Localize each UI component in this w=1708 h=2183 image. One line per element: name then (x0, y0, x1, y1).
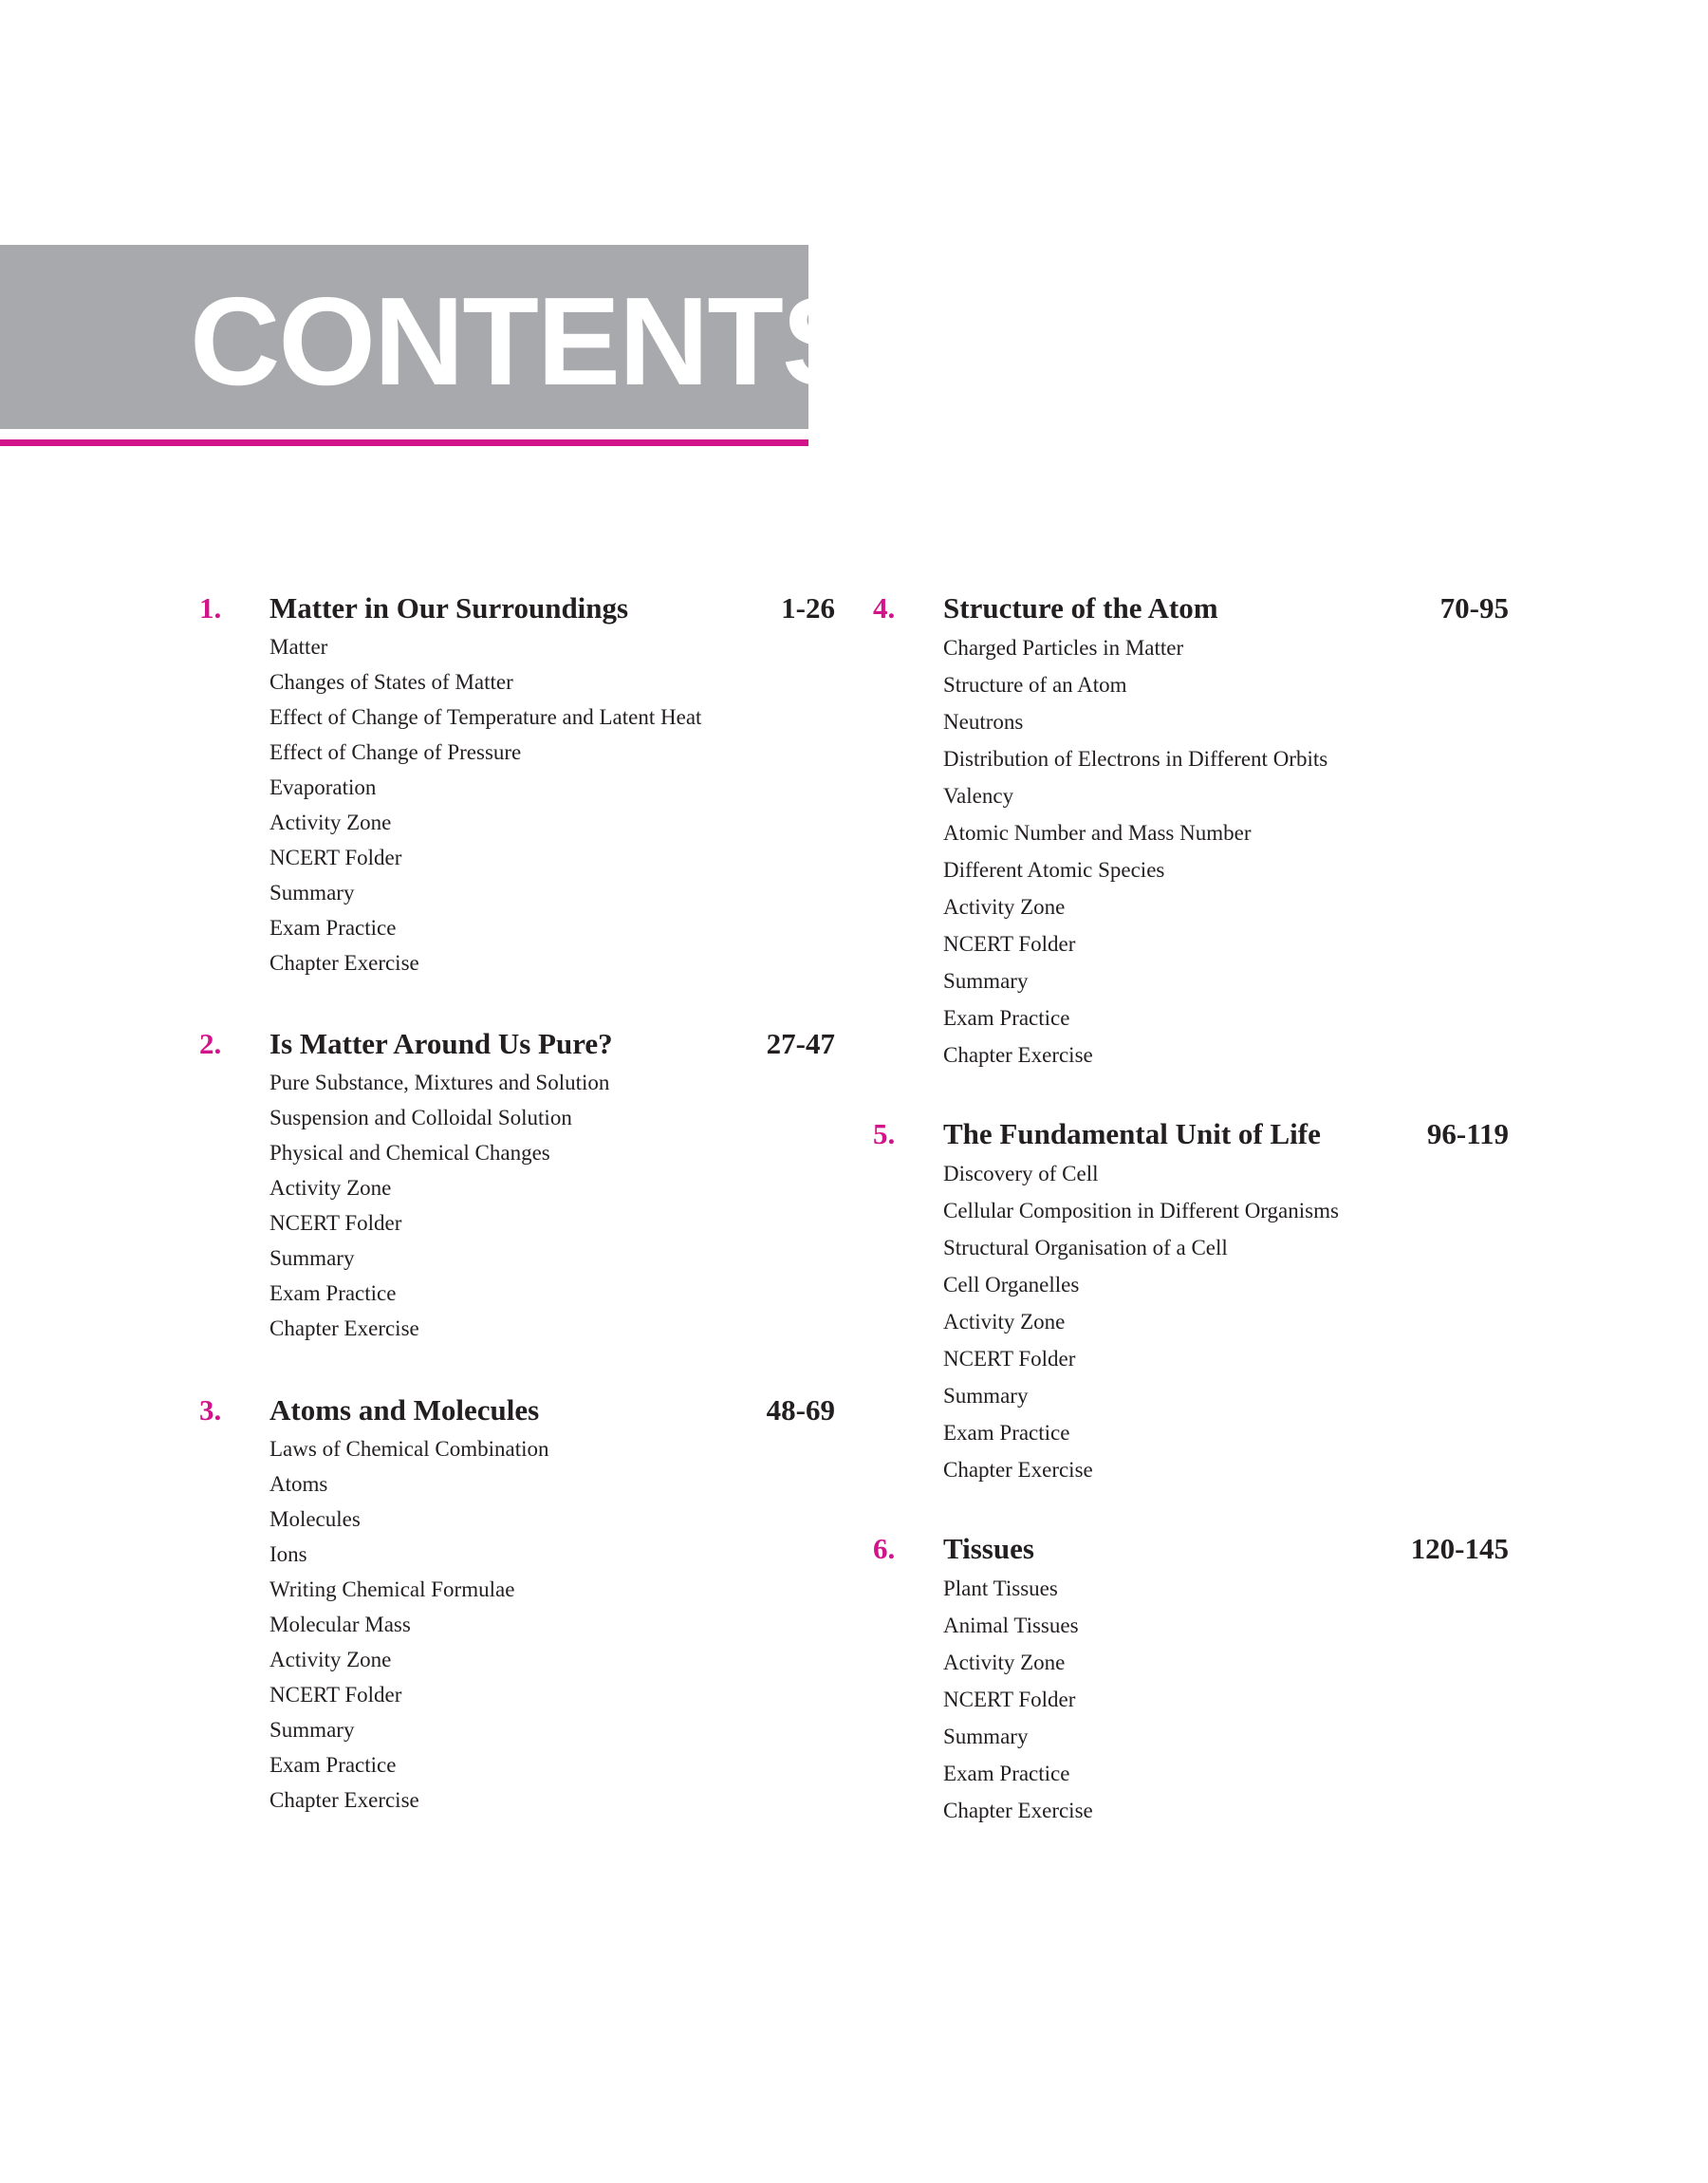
topic-item[interactable]: Chapter Exercise (943, 1458, 1093, 1482)
topic-item[interactable]: Effect of Change of Pressure (269, 740, 522, 764)
topic-list (873, 1155, 1509, 1488)
chapter-page-range: 96-119 (1426, 1117, 1509, 1150)
chapter-number: 6. (873, 1532, 896, 1565)
topic-item[interactable]: Valency (943, 784, 1014, 808)
chapter-heading[interactable] (199, 1023, 835, 1065)
topic-item[interactable]: Writing Chemical Formulae (269, 1577, 515, 1601)
chapter-heading[interactable] (873, 1113, 1509, 1155)
topic-item[interactable]: NCERT Folder (943, 1688, 1076, 1711)
chapter-number: 2. (199, 1027, 222, 1060)
topic-item[interactable]: Cell Organelles (943, 1273, 1080, 1297)
chapter-page-range: 27-47 (766, 1027, 835, 1060)
chapter-entry (873, 1528, 1509, 1829)
topic-item[interactable]: Chapter Exercise (269, 1788, 419, 1812)
topic-item[interactable]: Chapter Exercise (943, 1043, 1093, 1067)
chapter-number: 3. (199, 1393, 222, 1427)
topic-item[interactable]: Activity Zone (943, 1651, 1066, 1674)
topic-item[interactable]: Activity Zone (943, 1310, 1066, 1334)
chapter-heading[interactable] (199, 1390, 835, 1431)
topic-item[interactable]: Neutrons (943, 710, 1024, 734)
chapter-entry (873, 588, 1509, 1073)
topic-item[interactable]: NCERT Folder (269, 846, 402, 869)
topic-item[interactable]: Activity Zone (943, 895, 1066, 919)
topic-item[interactable]: Atomic Number and Mass Number (943, 821, 1252, 845)
topic-item[interactable]: Charged Particles in Matter (943, 636, 1184, 660)
topic-item[interactable]: Chapter Exercise (269, 1316, 419, 1340)
topic-item[interactable]: Structure of an Atom (943, 673, 1127, 697)
chapter-title[interactable]: Structure of the Atom (943, 591, 1218, 625)
topic-item[interactable]: Molecules (269, 1507, 361, 1531)
topic-item[interactable]: Summary (269, 1246, 355, 1270)
topic-item[interactable]: Atoms (269, 1472, 328, 1496)
topic-list (199, 1065, 835, 1346)
chapter-page-range: 70-95 (1439, 591, 1509, 625)
chapter-heading[interactable] (873, 588, 1509, 629)
topic-item[interactable]: Ions (269, 1542, 307, 1566)
topic-item[interactable]: Exam Practice (269, 1753, 397, 1777)
topic-list (199, 1431, 835, 1818)
chapter-number: 4. (873, 591, 896, 625)
chapter-number: 1. (199, 591, 222, 625)
topic-item[interactable]: Changes of States of Matter (269, 670, 513, 694)
topic-item[interactable]: Summary (943, 1384, 1029, 1408)
topic-item[interactable]: Suspension and Colloidal Solution (269, 1106, 572, 1129)
chapter-entry (199, 1390, 835, 1818)
topic-list (873, 1570, 1509, 1829)
topic-item[interactable]: NCERT Folder (943, 1347, 1076, 1371)
topic-item[interactable]: Evaporation (269, 775, 377, 799)
topic-item[interactable]: Exam Practice (943, 1006, 1070, 1030)
topic-item[interactable]: Chapter Exercise (943, 1799, 1093, 1822)
topic-item[interactable]: Activity Zone (269, 1176, 392, 1200)
topic-item[interactable]: Summary (269, 881, 355, 905)
chapter-title[interactable]: Tissues (943, 1532, 1034, 1565)
chapter-title[interactable]: The Fundamental Unit of Life (943, 1117, 1321, 1150)
topic-item[interactable]: Summary (943, 1725, 1029, 1748)
topic-item[interactable]: Pure Substance, Mixtures and Solution (269, 1071, 610, 1094)
topic-item[interactable]: Summary (943, 969, 1029, 993)
topic-item[interactable]: Activity Zone (269, 1648, 392, 1671)
topic-item[interactable]: Exam Practice (943, 1421, 1070, 1445)
topic-list (199, 629, 835, 980)
topic-item[interactable]: Discovery of Cell (943, 1162, 1099, 1185)
topic-item[interactable]: NCERT Folder (269, 1211, 402, 1235)
topic-item[interactable]: Different Atomic Species (943, 858, 1165, 882)
chapter-entry (873, 1113, 1509, 1488)
topic-item[interactable]: Matter (269, 635, 328, 659)
topic-item[interactable]: Plant Tissues (943, 1577, 1058, 1600)
chapter-page-range: 1-26 (781, 591, 835, 625)
topic-item[interactable]: Distribution of Electrons in Different Orbits (943, 747, 1328, 771)
chapter-heading[interactable] (873, 1528, 1509, 1570)
topic-item[interactable]: Exam Practice (269, 916, 397, 940)
topic-item[interactable]: Effect of Change of Temperature and Latent Heat (269, 705, 702, 729)
topic-item[interactable]: Activity Zone (269, 811, 392, 834)
chapter-title[interactable]: Is Matter Around Us Pure? (269, 1027, 613, 1060)
chapter-title[interactable]: Atoms and Molecules (269, 1393, 540, 1427)
topic-item[interactable]: NCERT Folder (269, 1683, 402, 1707)
chapter-page-range: 120-145 (1410, 1532, 1509, 1565)
topic-item[interactable]: Chapter Exercise (269, 951, 419, 975)
topic-item[interactable]: Animal Tissues (943, 1614, 1079, 1637)
chapter-number: 5. (873, 1117, 896, 1150)
topic-item[interactable]: Cellular Composition in Different Organisms (943, 1199, 1339, 1222)
chapter-page-range: 48-69 (766, 1393, 835, 1427)
chapter-entry (199, 588, 835, 980)
topic-item[interactable]: Exam Practice (943, 1762, 1070, 1785)
topic-item[interactable]: NCERT Folder (943, 932, 1076, 956)
topic-item[interactable]: Exam Practice (269, 1281, 397, 1305)
chapter-title[interactable]: Matter in Our Surroundings (269, 591, 629, 625)
topic-item[interactable]: Physical and Chemical Changes (269, 1141, 550, 1165)
topic-list (873, 629, 1509, 1073)
banner-underline (0, 439, 808, 446)
topic-item[interactable]: Summary (269, 1718, 355, 1742)
chapter-heading[interactable] (199, 588, 835, 629)
topic-item[interactable]: Structural Organisation of a Cell (943, 1236, 1228, 1259)
topic-item[interactable]: Molecular Mass (269, 1613, 411, 1636)
chapter-entry (199, 1023, 835, 1346)
topic-item[interactable]: Laws of Chemical Combination (269, 1437, 549, 1461)
page-title: CONTENTS (190, 271, 863, 411)
